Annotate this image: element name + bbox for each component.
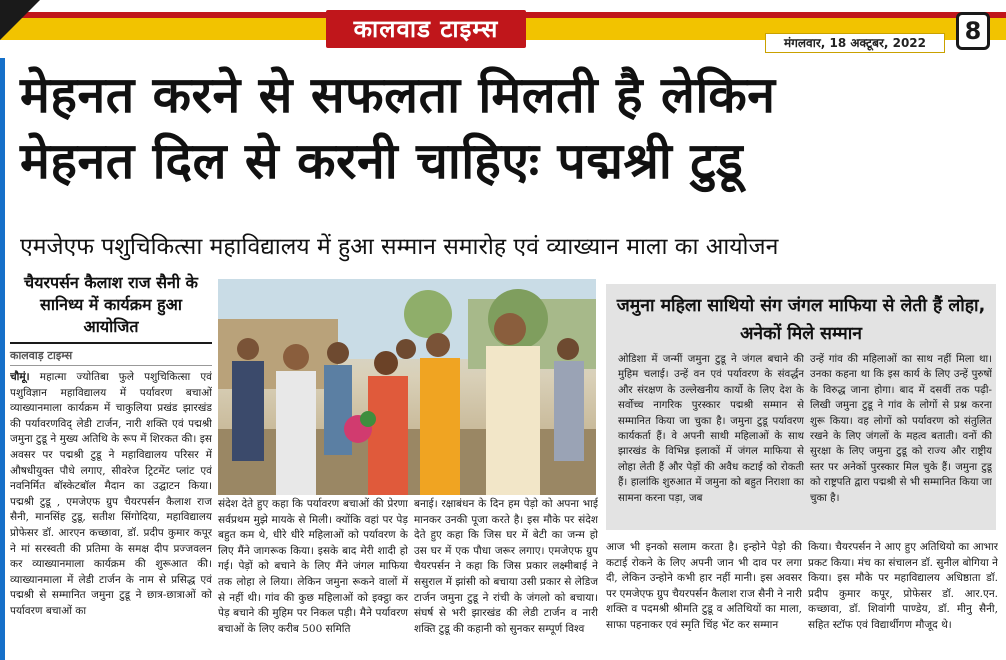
headline-line-1: मेहनत करने से सफलता मिलती है लेकिन	[20, 66, 776, 124]
headline-line-2: मेहनत दिल से करनी चाहिएः पद्मश्री टुडू	[20, 132, 744, 190]
headline	[20, 62, 1000, 194]
article-column-3: आज भी इनको सलाम करता है। इन्होने पेड़ो की कटाई रोकने के लिए अपनी जान भी दाव पर लगा दी, लेकिन उन्होने कभी हार नहीं मानी। इस अवसर पर एमजेएफ ग्रुप चैयरपर्सन कैलाश राज सैनी ने नारी शक्ति व पदमश्री श्रीमति टुडू व अतिथियों का माला, साफा पहनाकर एवं स्मृति चिंह भेंट कर सम्मान	[606, 541, 802, 631]
page-number: 8	[956, 12, 990, 50]
box-story-column-2: उन्हें गांव की महिलाओं का साथ नहीं मिला था। उनका कहना था कि इस कार्य के लिए उन्हें पुरुषों के विरुद्ध जाना होगा। बाद में दसवीं तक पढ़ी-लिखी जमुना टुडू ने गांव के लोगों से प्रश्न करना शुरू किया। वह लोगों को पर्यावरण को संतुलित रखने के लिए जंगलों के महत्व बताती। वनों की सुरक्षा के लिए जमुना टुडू को राज्य और राष्ट्रीय स्तर पर अनेकों पुरस्कार मिल चुके हैं। जमुना टुडू को राष्ट्रपति द्वारा पद्मश्री से भी सम्मानित किया जा चुका है।	[810, 354, 992, 504]
article-column-4: किया। चैयरपर्सन ने आए हुए अतिथियो का आभार प्रकट किया। मंच का संचालन डॉ. सुनील बोगिया ने किया। इस मौके पर महाविद्यालय अधिष्ठाता डॉ. प्रदीप कुमार कपूर, प्रोफेसर डॉ. आर.एन. कच्छावा, डॉ. शिवांगी पाण्डेय, डॉ. मीनु सैनी, सहित स्टॉफ एवं विद्यार्थीगण मौजूद थे।	[808, 541, 998, 631]
side-story-body	[10, 370, 212, 660]
article-column-2: बनाई। रक्षाबंधन के दिन हम पेड़ो को अपना भाई मानकर उनकी पूजा करते है। इस मौके पर संदेश देते हुए कहा कि जिस घर में बेटी का जन्म हो उस घर में एक पौधा जरूर लगाए। एमजेएफ ग्रुप चैयरपर्सन ने कहा कि जिस प्रकार लक्ष्मीबाई ने ससुराल में झांसी को बचाया उसी प्रकार से लेडिज टार्जन जमुना टुडू ने रांची के जंगलो को बचाया। संघर्ष से भरी झारखंड की लेडी टार्जन व नारी शक्ति टुडू की कहानी को सुनकर सम्पूर्ण विश्व	[414, 498, 598, 635]
box-story	[606, 284, 996, 530]
newspaper-brand-logo: कालवाड टाइम्स	[326, 10, 526, 48]
side-story-heading: चैयरपर्सन कैलाश राज सैनी के सानिध्य में कार्यक्रम हुआ आयोजित	[10, 272, 212, 344]
article-column-1: संदेश देते हुए कहा कि पर्यावरण बचाओं की प्रेरणा सर्वप्रथम मुझे मायके से मिली। क्योंकि वहां पर पेड़ बहुत कम थे, धीरे धीरे महिलाओं को पर्यावरण के लिए मैंने जागरूक किया। इसके बाद मेरी शादी हो गई। पेड़ों को बचाने के लिए मैंने जंगल माफिया तक लोहा ले लिया। लेकिन जमुना रूकने वालों में से नहीं थी। गांव की कुछ महिलाओं को इक्ट्ठा कर पेड़ बचाने की मुहिम पर निकल पड़ी। मैने पर्यावरण बचाओं के लिए करीब 500 समिति	[218, 498, 408, 635]
event-photo	[218, 279, 596, 495]
box-story-column-1: ओडिशा में जन्मीं जमुना टुडू ने जंगल बचाने की मुहिम चलाई। उन्हें वन एवं पर्यावरण के संवर्द्धन और संरक्षण के उल्लेखनीय कार्यो के लिए देश के सर्वोच्च नागरिक पुरस्कार पद्मश्री सम्मान से सम्मानित किया जा चुका है। जमुना टुडू पर्यावरण कार्यकर्ता हैं। वे अपनी साथी महिलाओं के साथ झारखंड के विभिन्न इलाकों में जंगल माफिया से लोहा लेती हैं और पेड़ों की अवैध कटाई को रोकती हैं। हालांकि शुरुआत में जमुना को बहुत निराशा का सामना करना पड़ा, जब	[618, 354, 804, 504]
masthead-corner-decoration	[0, 0, 40, 40]
issue-date: मंगलवार, 18 अक्टूबर, 2022	[765, 33, 945, 53]
dateline: चौमूं।	[10, 371, 30, 383]
left-accent-bar	[0, 58, 5, 660]
box-story-heading: जमुना महिला साथियो संग जंगल माफिया से लेती हैं लोहा, अनेकों मिले सम्मान	[616, 296, 986, 344]
side-story	[10, 272, 212, 660]
byline: कालवाड़ टाइम्स	[10, 348, 212, 366]
event-photo-illustration	[218, 279, 596, 495]
masthead	[0, 0, 1006, 58]
side-story-text: महात्मा ज्योतिबा फुले पशुचिकित्सा एवं पशुविज्ञान महाविद्यालय में पर्यावरण बचाओं व्याख्यानमाला कार्यक्रम में चाकुलिया प्रखंड झारखंड की पर्यावरणविद् लेडी टार्जन, नारी शक्ति एवं पद्मश्री जमुना टुडू ने मुख्य अतिथि के रूप में शिरकत की। इस अवसर पर पद्मश्री टुडू ने महाविद्यालय परिसर में औषधीयुक्त पौधे लगाए, सीवरेज ट्रिटमेंट प्लांट एवं नवनिर्मित बॉस्केटबॉल मैदान का उद्घाटन किया। पद्मश्री टुडू , एमजेएफ ग्रुप चैयरपर्सन कैलाश राज सैनी, मानसिंह टुडू, सतीश सिंगोदिया, महाविद्यालय प्रोफेसर डॉ. आरएन कच्छावा, डॉ. प्रदीप कुमार कपूर ने मां सरस्वती की प्रतिमा के समक्ष दीप प्रज्जवलन कर व्याख्यानमाला कार्यक्रम की शुरूआत की। व्याख्यानमाला में लेडी टार्जन के नाम से प्रसिद्ध एवं पद्मश्री से सम्मानित जमुना टुडू ने छात्र-छात्राओं को पर्यावरण बचाओं का	[10, 371, 212, 617]
subheadline: एमजेएफ पशुचिकित्सा महाविद्यालय में हुआ सम्मान समारोह एवं व्याख्यान माला का आयोजन	[20, 234, 779, 260]
